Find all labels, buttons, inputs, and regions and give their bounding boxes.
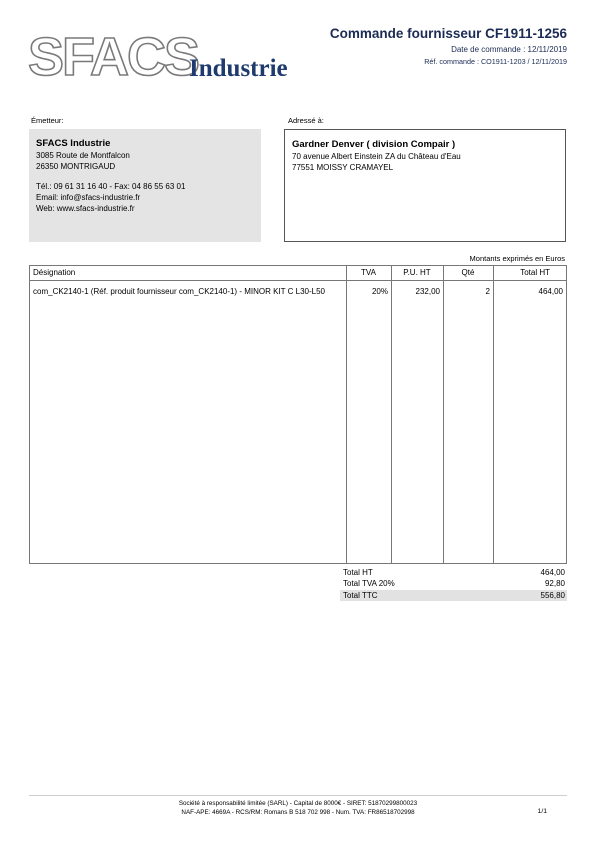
table-row-unit-price: 232,00 [415, 287, 440, 296]
recipient-address-line: 70 avenue Albert Einstein ZA du Château d'Eau [292, 152, 461, 161]
column-header-unit-price: P.U. HT [403, 268, 431, 277]
total-ttc-label: Total TTC [343, 591, 378, 600]
column-header-designation: Désignation [33, 268, 76, 277]
total-ht-row [340, 567, 567, 578]
table-row-total-ht: 464,00 [538, 287, 563, 296]
total-tva-row [340, 578, 567, 589]
table-row-tva: 20% [371, 287, 388, 296]
recipient-block [284, 129, 566, 242]
company-logo: SFACS [28, 27, 199, 87]
order-reference: Réf. commande : CO1911-1203 / 12/11/2019 [424, 57, 567, 66]
column-header-total-ht: Total HT [520, 268, 550, 277]
document-title: Commande fournisseur CF1911-1256 [329, 26, 567, 41]
total-ht-value: 464,00 [540, 568, 565, 577]
column-divider [443, 266, 444, 563]
table-header-divider [30, 280, 566, 281]
sender-label: Émetteur: [31, 116, 64, 125]
page-number: 1/1 [537, 808, 547, 815]
column-divider [391, 266, 392, 563]
recipient-label: Adressé à: [288, 116, 324, 125]
total-tva-value: 92,80 [544, 579, 565, 588]
sender-block [29, 129, 261, 242]
sender-address-line: 3085 Route de Montfalcon [36, 151, 130, 160]
sender-email: Email: info@sfacs-industrie.fr [36, 193, 141, 202]
sender-city-line: 26350 MONTRIGAUD [36, 162, 116, 171]
order-date: Date de commande : 12/11/2019 [451, 45, 567, 54]
footer-legal-line-1: Société à responsabilité limitée (SARL) - Capital de 8000€ - SIRET: 51870299800023 [178, 800, 418, 807]
sender-name: SFACS Industrie [36, 138, 111, 149]
order-items-table [29, 265, 567, 564]
total-ht-label: Total HT [343, 568, 373, 577]
recipient-city-line: 77551 MOISSY CRAMAYEL [292, 163, 394, 172]
column-header-quantity: Qté [461, 268, 475, 277]
footer-divider [29, 795, 567, 796]
column-divider [493, 266, 494, 563]
column-divider [346, 266, 347, 563]
column-header-tva: TVA [361, 268, 376, 277]
sender-website: Web: www.sfacs-industrie.fr [36, 204, 135, 213]
sender-phone-fax: Tél.: 09 61 31 16 40 - Fax: 04 86 55 63 01 [36, 182, 186, 191]
currency-note: Montants exprimés en Euros [469, 254, 565, 263]
recipient-name: Gardner Denver ( division Compair ) [292, 139, 456, 150]
total-ttc-row [340, 590, 567, 601]
table-row-designation: com_CK2140-1 (Réf. produit fournisseur com_CK2140-1) - MINOR KIT C L30-L50 [33, 287, 325, 296]
total-tva-label: Total TVA 20% [343, 579, 395, 588]
footer-legal-line-2: NAF-APE: 4669A - RCS/RM: Romans B 518 702 998 - Num. TVA: FR86518702998 [181, 809, 415, 816]
company-logo-subtitle: Industrie [189, 55, 288, 82]
table-row-quantity: 2 [485, 287, 490, 296]
total-ttc-value: 556,80 [540, 591, 565, 600]
